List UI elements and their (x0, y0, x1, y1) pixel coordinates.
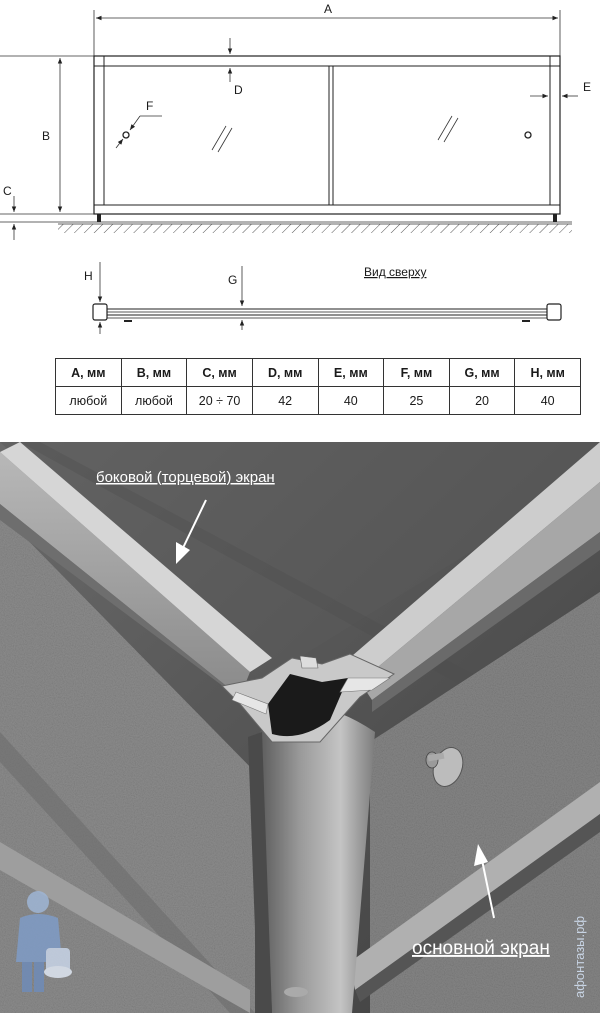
table-row (56, 387, 581, 415)
value-h: 40 (515, 387, 581, 415)
value-e: 40 (318, 387, 384, 415)
label-b: B (42, 129, 51, 143)
header-a: A, мм (56, 359, 122, 387)
dimensions-table (55, 358, 581, 415)
label-c: C (3, 184, 12, 198)
dimension-h (84, 262, 100, 334)
header-h: H, мм (515, 359, 581, 387)
header-g: G, мм (449, 359, 515, 387)
corner-photo (0, 442, 600, 1013)
dimension-a (94, 2, 560, 56)
floor (0, 222, 572, 233)
header-e: E, мм (318, 359, 384, 387)
value-d: 42 (252, 387, 318, 415)
caption-side-screen: боковой (торцевой) экран (96, 469, 275, 486)
handle-right-icon (525, 132, 531, 138)
table-header-row (56, 359, 581, 387)
label-a: A (324, 2, 333, 16)
value-b: любой (121, 387, 187, 415)
header-f: F, мм (384, 359, 450, 387)
header-b: B, мм (121, 359, 187, 387)
dimension-c (3, 184, 14, 240)
handle-left-icon (123, 132, 129, 138)
dimension-b (0, 56, 94, 214)
top-view-caption: Вид сверху (364, 265, 427, 279)
label-d: D (234, 83, 243, 97)
label-e: E (583, 80, 592, 94)
value-f: 25 (384, 387, 450, 415)
label-g: G (228, 273, 238, 287)
label-h: H (84, 269, 93, 283)
header-c: C, мм (187, 359, 253, 387)
value-g: 20 (449, 387, 515, 415)
header-d: D, мм (252, 359, 318, 387)
label-f: F (146, 99, 154, 113)
watermark-text: афонтазы.рф (572, 915, 587, 998)
value-a: любой (56, 387, 122, 415)
caption-main-screen: основной экран (412, 938, 550, 959)
screen-front-view (94, 56, 560, 222)
screen-top-view (93, 304, 561, 322)
value-c: 20 ÷ 70 (187, 387, 253, 415)
dimension-g (228, 266, 242, 330)
